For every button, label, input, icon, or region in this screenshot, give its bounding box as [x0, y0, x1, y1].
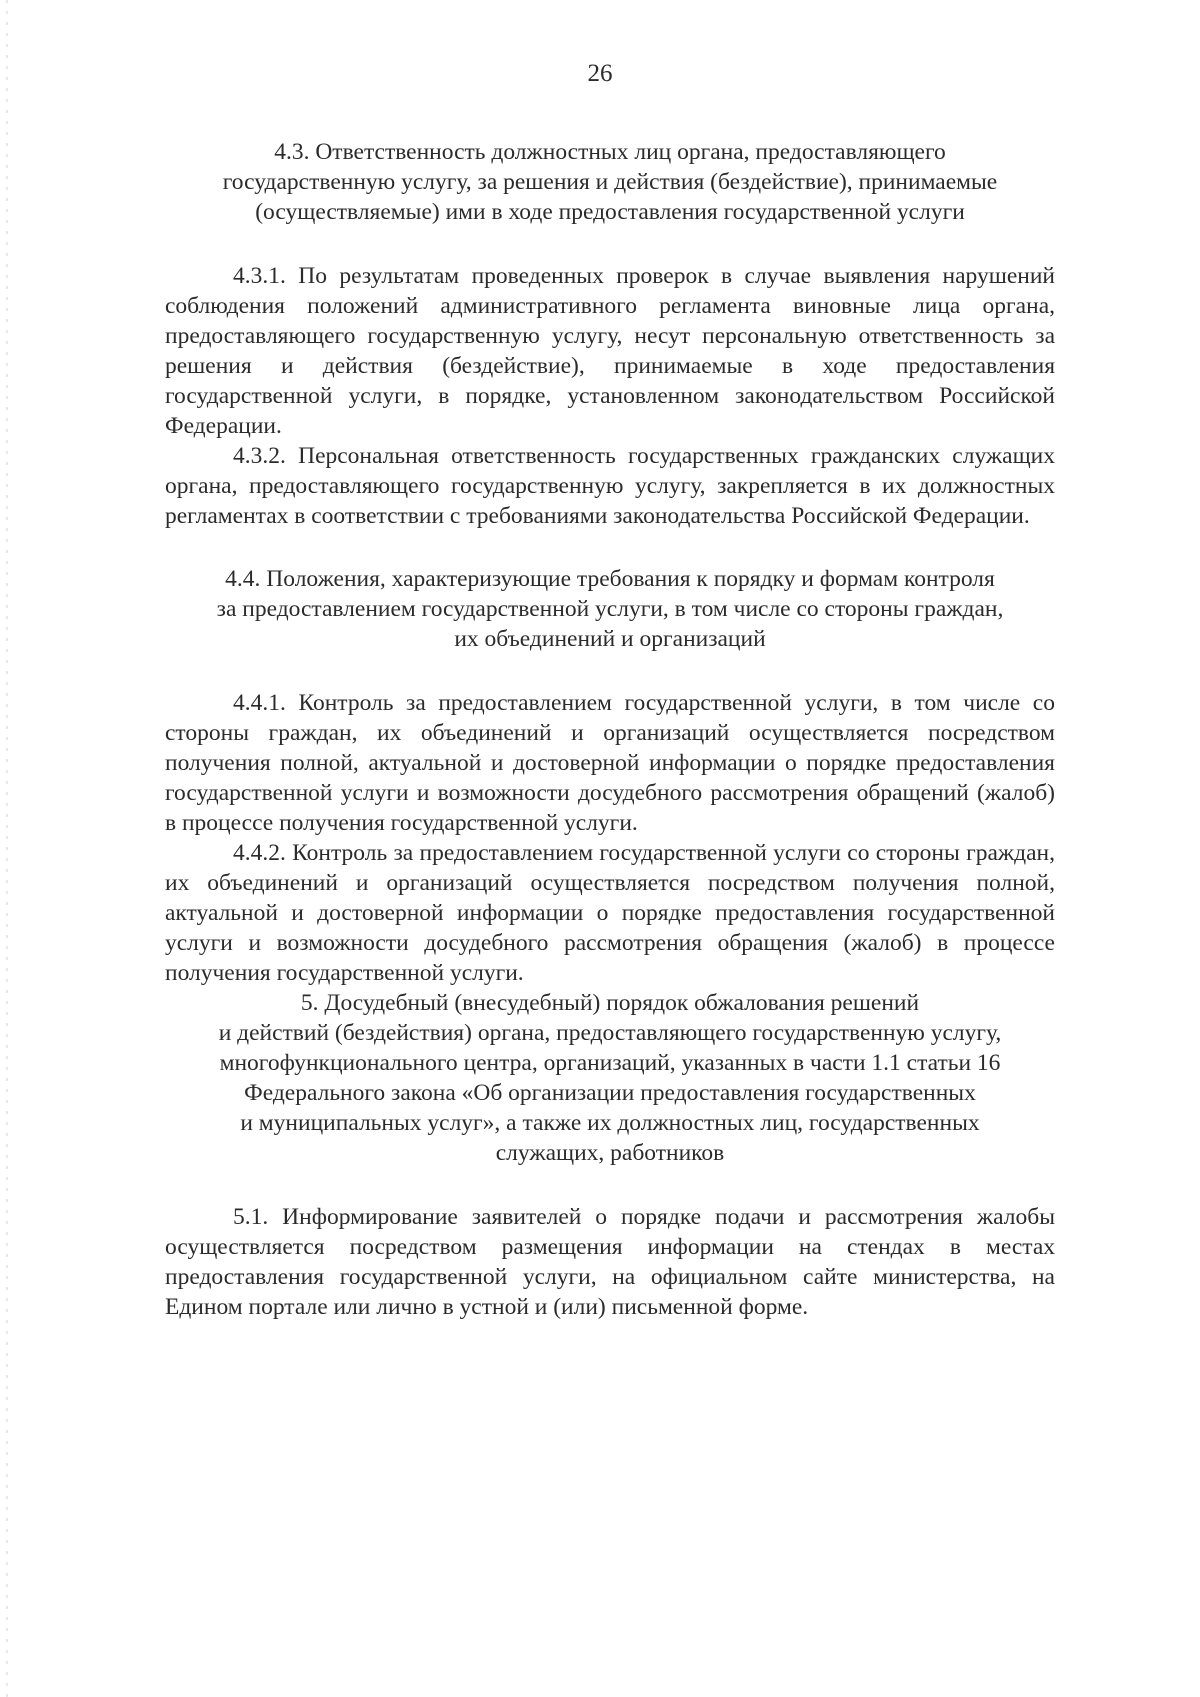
heading-line: их объединений и организаций [454, 626, 766, 652]
heading-line: (осуществляемые) ими в ходе предоставления государственной услуги [255, 199, 965, 225]
paragraph-4-3-1: 4.3.1. По результатам проведенных проверок в случае выявления нарушений соблюдения положений административного регламента виновные лица органа, предоставляющего государственную услугу, несут персональную ответственность за решения и действия (бездействие), принимаемые в ходе предоставления государственной услуги, в порядке, установленном законодательством Российской Федерации. [165, 263, 1055, 439]
heading-line: 4.4. Положения, характеризующие требования к порядку и формам контроля [225, 566, 995, 592]
heading-line: и муниципальных услуг», а также их должностных лиц, государственных [240, 1110, 980, 1136]
heading-line: многофункционального центра, организаций, указанных в части 1.1 статьи 16 [219, 1050, 1001, 1076]
heading-line: и действий (бездействия) органа, предоставляющего государственную услугу, [218, 1020, 1002, 1046]
heading-line: 5. Досудебный (внесудебный) порядок обжалования решений [300, 990, 920, 1016]
section-heading-5 [165, 988, 1055, 1168]
document-body [165, 137, 1055, 1322]
section-heading-4-4 [165, 564, 1055, 654]
heading-line: государственную услугу, за решения и действия (бездействие), принимаемые [222, 169, 998, 195]
paragraph-4-4-1: 4.4.1. Контроль за предоставлением государственной услуги, в том числе со стороны граждан, их объединений и организаций осуществляется посредством получения полной, актуальной и достоверной информации о порядке предоставления государственной услуги и возможности досудебного рассмотрения обращений (жалоб) в процессе получения государственной услуги. [165, 690, 1055, 836]
heading-line: 4.3. Ответственность должностных лиц органа, предоставляющего [274, 139, 946, 165]
section-heading-4-3 [165, 137, 1055, 227]
paragraph-4-3-2: 4.3.2. Персональная ответственность государственных гражданских служащих органа, предоставляющего государственную услугу, закрепляется в их должностных регламентах в соответствии с требованиями законодательства Российской Федерации. [165, 443, 1055, 529]
paragraph-5-1: 5.1. Информирование заявителей о порядке подачи и рассмотрения жалобы осуществляется посредством размещения информации на стендах в местах предоставления государственной услуги, на официальном сайте министерства, на Едином портале или лично в устной и (или) письменной форме. [165, 1204, 1055, 1320]
heading-line: служащих, работников [495, 1140, 725, 1166]
paragraph-4-4-2: 4.4.2. Контроль за предоставлением государственной услуги со стороны граждан, их объединений и организаций осуществляется посредством получения полной, актуальной и достоверной информации о порядке предоставления государственной услуги и возможности досудебного рассмотрения обращения (жалоб) в процессе получения государственной услуги. [165, 840, 1055, 986]
page-number: 26 [587, 60, 613, 87]
scan-edge-artifact [6, 0, 8, 1697]
heading-line: за предоставлением государственной услуги, в том числе со стороны граждан, [216, 596, 1004, 622]
heading-line: Федерального закона «Об организации предоставления государственных [244, 1080, 976, 1106]
